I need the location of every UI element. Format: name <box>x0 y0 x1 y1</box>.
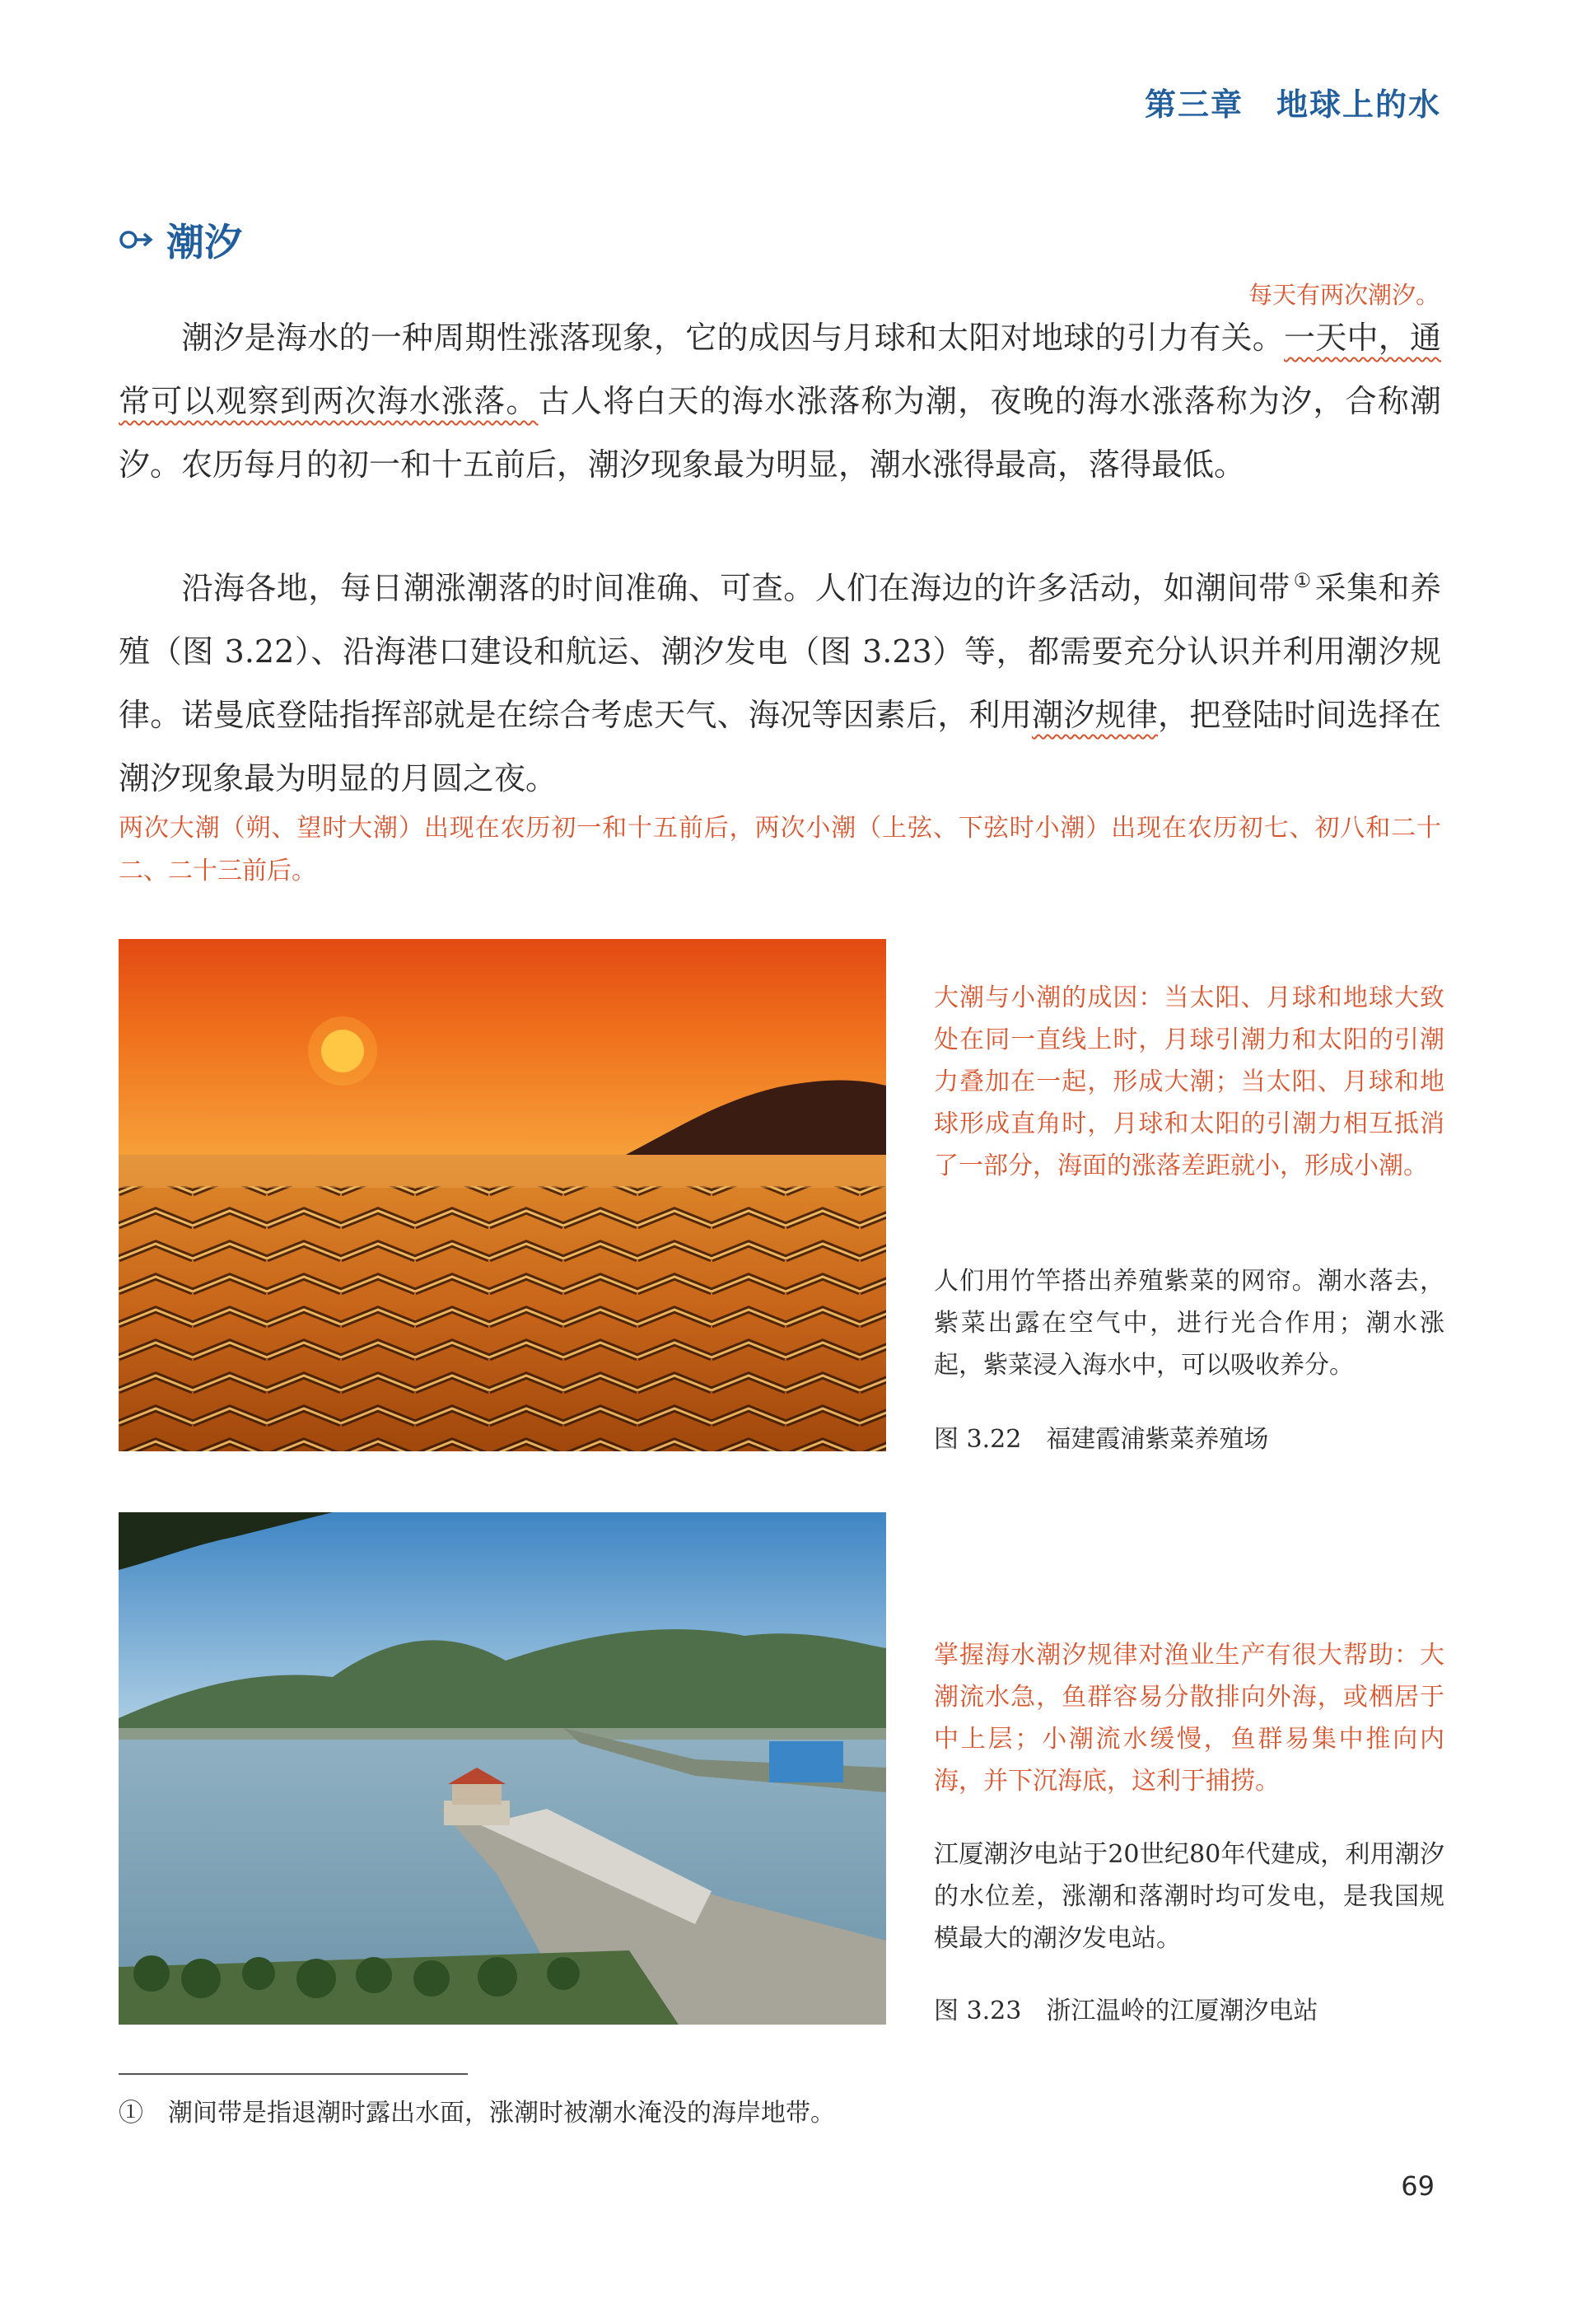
photo-tidal-power-station <box>119 1512 886 2025</box>
paragraph-tides-usage <box>119 557 1441 810</box>
para1-sentence-3: 古人将白天的海水涨落称为潮，夜晚的海水涨落称为汐，合称潮汐。农历每月的初一和十五前后，潮汐现象最为明显，潮水涨得最高，落得最低。 <box>119 383 1441 483</box>
running-head: 第三章 地球上的水 <box>1144 86 1441 123</box>
para2-sentence-2: 采集和养殖（图 3.22）、沿海港口建设和航运、潮汐发电（图 3.23）等，都需要充分认识并利用潮汐规律。诺曼底登陆指挥部就是在综合考虑天气、海况等因素后，利用 <box>119 570 1441 733</box>
section-title-text: 潮汐 <box>166 220 242 264</box>
figure-3-22-caption: 图 3.22 福建霞浦紫菜养殖场 <box>934 1425 1269 1454</box>
para2-sentence-4: ，把登陆时间选择在潮汐现象最为明显的月圆之夜。 <box>119 697 1441 796</box>
note-spring-neap-cause: 大潮与小潮的成因：当太阳、月球和地球大致处在同一直线上时，月球引潮力和太阳的引潮力叠加在一起，形成大潮；当太阳、月球和地球形成直角时，月球和太阳的引潮力相互抵消了一部分，海面的涨落差距就小，形成小潮。 <box>934 983 1444 1180</box>
page-number: 69 <box>1401 2170 1435 2202</box>
margin-note-two-tides: 每天有两次潮汐。 <box>1248 281 1440 309</box>
section-title <box>119 213 242 267</box>
para2-highlight: 潮汐规律 <box>1032 697 1159 733</box>
paragraph-tides-definition <box>119 306 1441 497</box>
footnote-ref[interactable]: ① <box>1293 569 1312 593</box>
figure-3-23-caption: 图 3.23 浙江温岭的江厦潮汐电站 <box>934 1997 1318 2025</box>
note-tides-fishing: 掌握海水潮汐规律对渔业生产有很大帮助：大潮流水急，鱼群容易分散排向外海，或栖居于中上层；小潮流水缓慢，鱼群易集中推向内海，并下沉海底，这利于捕捞。 <box>934 1641 1444 1796</box>
footnote-divider <box>119 2073 468 2075</box>
arrow-circle-icon <box>119 227 155 252</box>
para2-sentence-1: 沿海各地，每日潮涨潮落的时间准确、可查。人们在海边的许多活动，如潮间带 <box>181 570 1290 606</box>
note-spring-neap-timing: 两次大潮（朔、望时大潮）出现在农历初一和十五前后，两次小潮（上弦、下弦时小潮）出现在农历初七、初八和二十二、二十三前后。 <box>119 814 1441 885</box>
photo-laver-farm <box>119 939 886 1451</box>
figure-3-23-description: 江厦潮汐电站于20世纪80年代建成，利用潮汐的水位差，涨潮和落潮时均可发电，是我国规模最大的潮汐发电站。 <box>934 1840 1444 1953</box>
para1-highlight: 一天中，通常可以观察到两次海水涨落。 <box>119 320 1441 419</box>
para1-sentence-1: 潮汐是海水的一种周期性涨落现象，它的成因与月球和太阳对地球的引力有关。 <box>181 320 1284 356</box>
footnote-intertidal: ① 潮间带是指退潮时露出水面，涨潮时被潮水淹没的海岸地带。 <box>119 2099 835 2128</box>
figure-3-22-description: 人们用竹竿搭出养殖紫菜的网帘。潮水落去，紫菜出露在空气中，进行光合作用；潮水涨起，紫菜浸入海水中，可以吸收养分。 <box>934 1267 1444 1380</box>
